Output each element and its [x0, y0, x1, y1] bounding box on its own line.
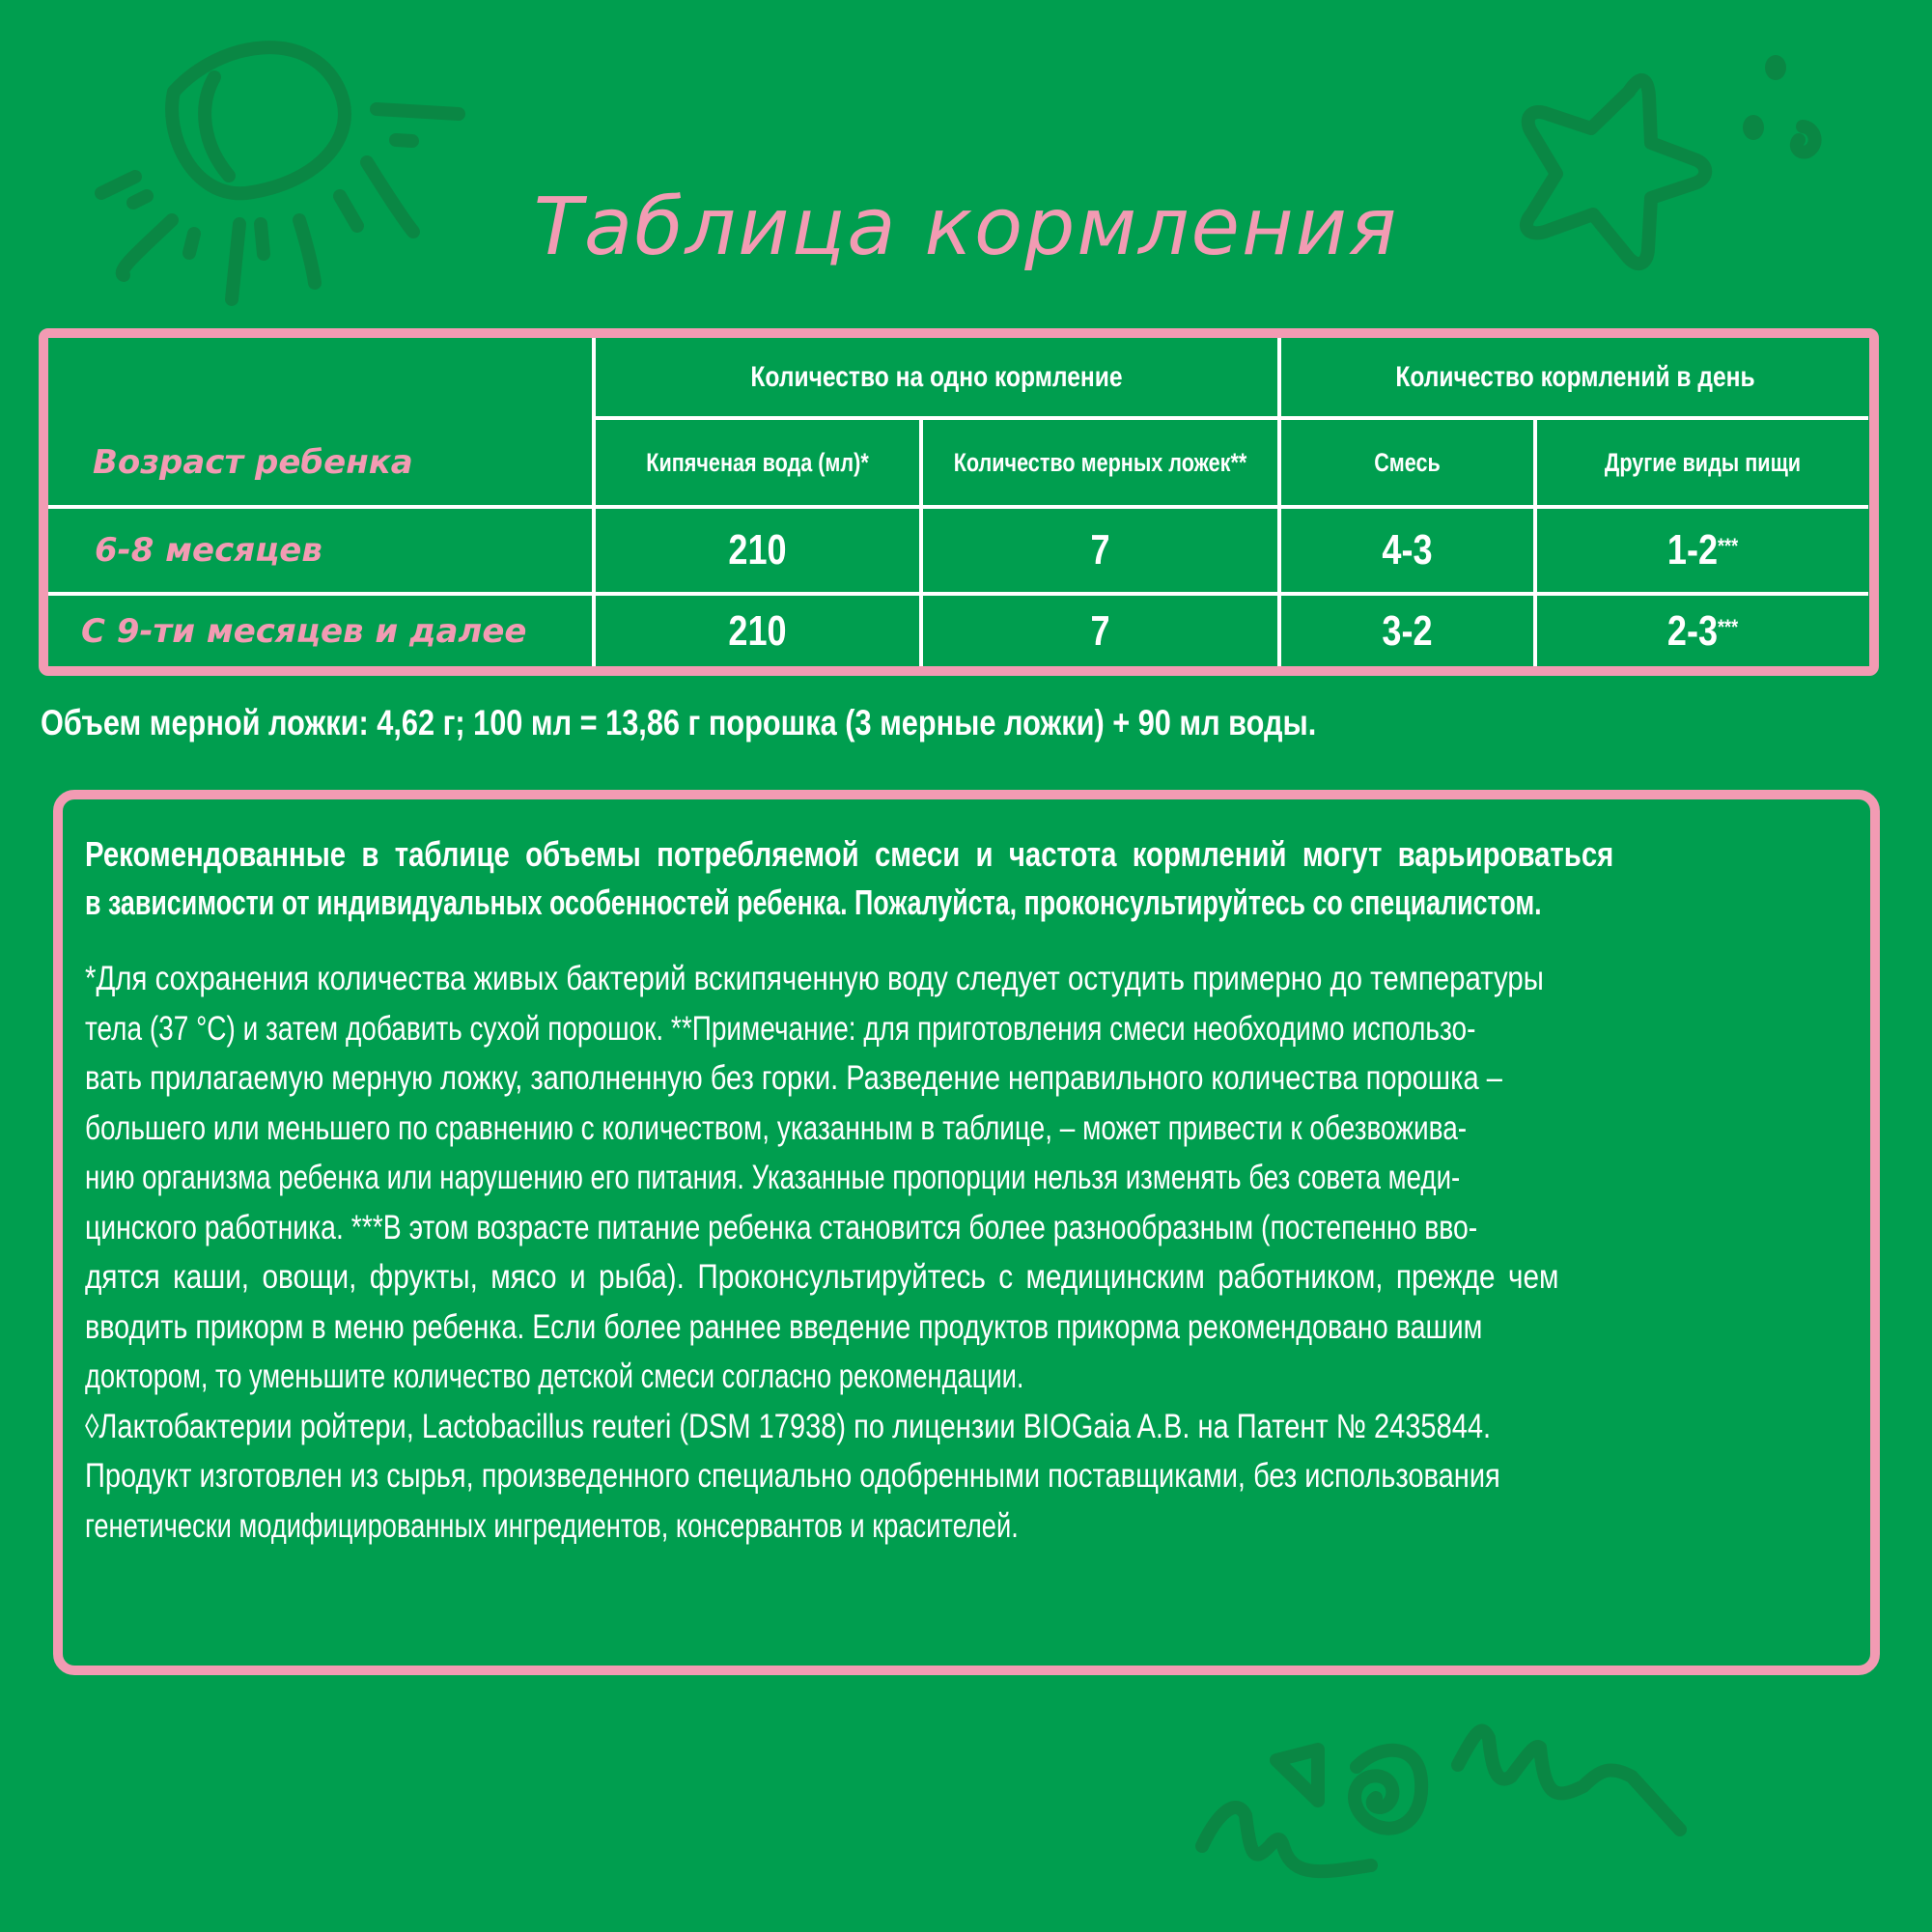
table-cell-formula: 3-2: [1382, 606, 1433, 655]
text-line: *Для сохранения количества живых бактерий вскипяченную воду следует остудить примерно до температуры: [85, 960, 1544, 997]
text-line: нию организма ребенка или нарушению его питания. Указанные пропорции нельзя изменять без совета меди-: [85, 1159, 1461, 1196]
table-cell-other-food: [1567, 596, 1838, 666]
text-line: генетически модифицированных ингредиентов, консервантов и красителей.: [85, 1506, 1019, 1545]
text-line: Рекомендованные в таблице объемы потребляемой смеси и частота кормлений могут варьироваться: [85, 834, 1614, 874]
table-divider: [1277, 338, 1281, 666]
recommendation-text: [85, 830, 1833, 927]
text-line: вводить прикорм в меню ребенка. Если более раннее введение продуктов прикорма рекомендовано вашим: [85, 1307, 1483, 1346]
text-line: дятся каши, овощи, фрукты, мясо и рыба). Проконсультируйтесь с медицинским работником, прежде чем: [85, 1258, 1559, 1296]
text-line: большего или меньшего по сравнению с количеством, указанным в таблице, – может привести к обезвожива-: [85, 1108, 1468, 1147]
footnotes-text: [85, 954, 1833, 1551]
table-cell-other-food: [1567, 509, 1838, 592]
column-header-formula: Смесь: [1374, 447, 1441, 477]
table-row-age: 6-8 месяцев: [95, 531, 322, 570]
table-row-age: С 9-ти месяцев и далее: [81, 611, 527, 651]
text-line: в зависимости от индивидуальных особенностей ребенка. Пожалуйста, проконсультируйтесь со специалистом.: [85, 882, 1542, 922]
column-header-water: Кипяченая вода (мл)*: [646, 447, 869, 477]
footnote-mark: ***: [1718, 534, 1739, 558]
other-food-value: 1-2: [1666, 526, 1719, 574]
table-cell-spoons: 7: [1090, 526, 1110, 574]
triangle-doodle-icon: [1276, 1750, 1318, 1801]
age-column-header: Возраст ребенка: [93, 443, 413, 482]
footnote-mark: ***: [1718, 614, 1739, 639]
text-line: доктором, то уменьшите количество детской смеси согласно рекомендации.: [85, 1358, 1024, 1395]
table-cell-water: 210: [728, 606, 787, 655]
text-line: Продукт изготовлен из сырья, произведенного специально одобренными поставщиками, без использования: [85, 1457, 1500, 1495]
table-divider: [592, 338, 596, 666]
table-divider: [1533, 420, 1537, 666]
spiral-doodle-icon: [1355, 1750, 1421, 1829]
squiggle-doodle-icon: [1202, 1731, 1680, 1872]
group-header-feedings-per-day: Количество кормлений в день: [1395, 360, 1755, 393]
spoon-volume-note: Объем мерной ложки: 4,62 г; 100 мл = 13,86 г порошка (3 мерные ложки) + 90 мл воды.: [41, 703, 1317, 742]
text-line: тела (37 °С) и затем добавить сухой порошок. **Примечание: для приготовления смеси необходимо использо-: [85, 1009, 1476, 1048]
table-divider: [919, 420, 923, 666]
table-cell-spoons: 7: [1090, 606, 1110, 655]
table-cell-water: 210: [728, 526, 787, 574]
dots-doodle-icon: [1743, 55, 1815, 153]
text-line: вать прилагаемую мерную ложку, заполненную без горки. Разведение неправильного количества порошка –: [85, 1059, 1502, 1097]
other-food-value: 2-3: [1666, 606, 1719, 655]
page-title: Таблица кормления: [533, 182, 1399, 273]
column-header-other-food: Другие виды пищи: [1604, 447, 1802, 477]
text-line: цинского работника. ***В этом возрасте питание ребенка становится более разнообразным (постепенно вво-: [85, 1208, 1478, 1246]
column-header-spoons: Количество мерных ложек**: [953, 447, 1247, 477]
table-cell-formula: 4-3: [1382, 526, 1433, 574]
group-header-per-feeding: Количество на одно кормление: [750, 360, 1123, 393]
text-line: ◊Лактобактерии ройтери, Lactobacillus reuteri (DSM 17938) по лицензии BIOGaia A.B. на Патент № 2435844.: [85, 1407, 1492, 1445]
